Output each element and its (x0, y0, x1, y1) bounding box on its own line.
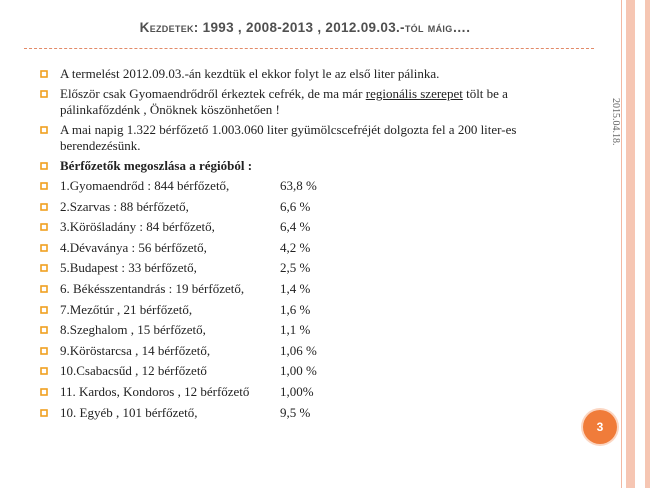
bullet-icon (40, 244, 48, 252)
region-percent: 1,1 % (280, 322, 311, 338)
distribution-row (40, 302, 560, 318)
region-percent: 6,4 % (280, 219, 311, 235)
paragraph-text: Először csak Gyomaendrődről érkeztek cefrék, de ma már (60, 86, 366, 101)
region-percent: 1,00 % (280, 363, 317, 379)
region-percent: 1,00% (280, 383, 314, 399)
region-label: 7.Mezőtúr , 21 bérfőzető, (60, 301, 193, 317)
page-number-badge: 3 (583, 410, 617, 444)
region-label: 1.Gyomaendrőd : 844 bérfőzető, (60, 178, 230, 193)
bullet-icon (40, 409, 48, 417)
distribution-row (40, 240, 560, 256)
region-percent: 2,5 % (280, 260, 311, 276)
distribution-heading: Bérfőzetők megoszlása a régióból : (60, 158, 253, 173)
right-border-line (621, 0, 622, 488)
distribution-row (40, 343, 560, 359)
distribution-row (40, 363, 560, 379)
region-label: 8.Szeghalom , 15 bérfőzető, (60, 322, 206, 338)
region-label: 4.Dévaványa : 56 bérfőzető, (60, 239, 207, 255)
bullet-icon (40, 126, 48, 134)
slide-title: Kezdetek: 1993 , 2008-2013 , 2012.09.03.-tól máig…. (139, 20, 471, 35)
paragraph-text: A termelést 2012.09.03.-án kezdtük el ekkor folyt le az első liter pálinka. (60, 66, 440, 81)
distribution-row (40, 199, 560, 215)
region-percent: 9,5 % (280, 404, 311, 420)
region-label: 11. Kardos, Kondoros , 12 bérfőzető (60, 383, 250, 399)
region-percent: 6,6 % (280, 198, 311, 214)
bullet-icon (40, 306, 48, 314)
distribution-row (40, 405, 560, 421)
list-item (40, 86, 560, 118)
region-percent: 63,8 % (280, 178, 317, 193)
list-item (40, 158, 560, 174)
region-label: 5.Budapest : 33 bérfőzető, (60, 260, 197, 276)
bullet-icon (40, 90, 48, 98)
distribution-row (40, 322, 560, 338)
list-item (40, 66, 560, 82)
region-percent: 1,6 % (280, 301, 311, 317)
list-item (40, 122, 560, 154)
bullet-icon (40, 203, 48, 211)
bullet-icon (40, 264, 48, 272)
region-label: 9.Köröstarcsa , 14 bérfőzető, (60, 342, 211, 358)
region-label: 3.Köröśladány : 84 bérfőzető, (60, 219, 215, 235)
bullet-icon (40, 388, 48, 396)
distribution-row (40, 384, 560, 400)
bullet-icon (40, 162, 48, 170)
distribution-row (40, 281, 560, 297)
region-percent: 1,06 % (280, 342, 317, 358)
paragraph-text: tölt be a pálinkafőzdénk , Önöknek köszönhetően ! (60, 86, 508, 117)
region-percent: 4,2 % (280, 239, 311, 255)
right-border-stripe (635, 0, 645, 488)
bullet-icon (40, 326, 48, 334)
region-label: 6. Békésszentandrás : 19 bérfőzető, (60, 280, 245, 296)
distribution-row (40, 260, 560, 276)
bullet-icon (40, 182, 48, 190)
bullet-icon (40, 285, 48, 293)
region-label: 10.Csabacsűd , 12 bérfőzető (60, 363, 207, 379)
region-percent: 1,4 % (280, 280, 311, 296)
title-divider (24, 48, 594, 49)
slide-date: 2015.04.18. (610, 98, 621, 146)
bullet-icon (40, 223, 48, 231)
bullet-icon (40, 70, 48, 78)
bullet-icon (40, 367, 48, 375)
bullet-list (40, 66, 560, 425)
paragraph-text: A mai napig 1.322 bérfőzető 1.003.060 liter gyümölcscefréjét dolgozta fel a 200 liter-es berendezésünk. (60, 122, 517, 153)
region-label: 10. Egyéb , 101 bérfőzető, (60, 404, 198, 420)
bullet-icon (40, 347, 48, 355)
underlined-text: regionális szerepet (365, 86, 463, 101)
distribution-row (40, 178, 560, 194)
distribution-row (40, 219, 560, 235)
region-label: 2.Szarvas : 88 bérfőzető, (60, 198, 189, 214)
